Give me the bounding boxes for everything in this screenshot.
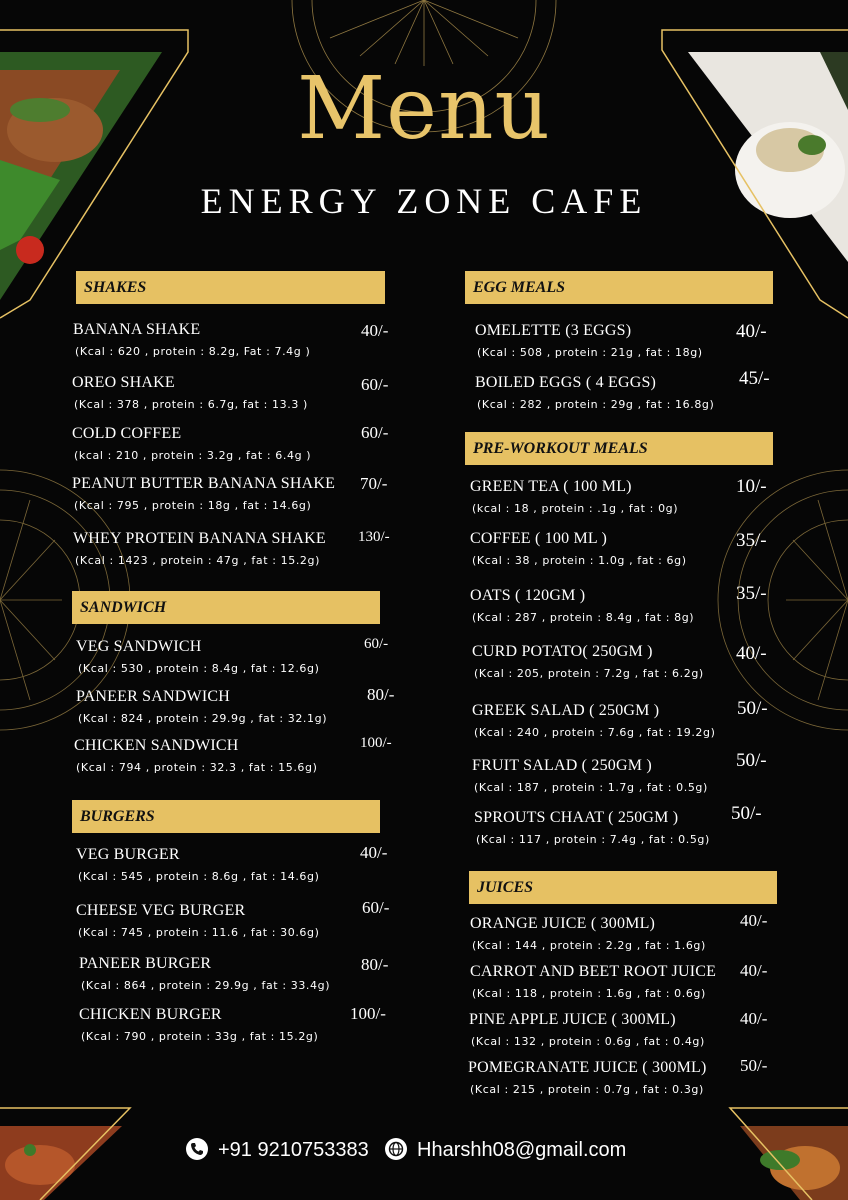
- contact-footer: [0, 1136, 848, 1166]
- item-name: COLD COFFEE: [72, 425, 182, 442]
- item-nutrition: (Kcal : 117 , protein : 7.4g , fat : 0.5g): [476, 833, 710, 846]
- item-price: 40/-: [740, 911, 768, 930]
- page-title: Menu: [297, 59, 551, 159]
- email-address[interactable]: Hharshh08@gmail.com: [417, 1139, 627, 1161]
- item-name: BOILED EGGS ( 4 EGGS): [475, 374, 657, 391]
- cafe-name: ENERGY ZONE CAFE: [200, 181, 648, 221]
- phone-number[interactable]: +91 9210753383: [218, 1139, 369, 1161]
- item-price: 10/-: [736, 476, 767, 497]
- item-nutrition: (Kcal : 378 , protein : 6.7g, fat : 13.3 ): [74, 398, 308, 411]
- item-price: 60/-: [362, 898, 390, 917]
- item-name: CHICKEN BURGER: [79, 1006, 222, 1023]
- item-price: 100/-: [350, 1004, 386, 1023]
- item-nutrition: (Kcal : 530 , protein : 8.4g , fat : 12.6g): [78, 662, 320, 675]
- item-price: 40/-: [736, 321, 767, 342]
- item-price: 70/-: [360, 474, 388, 493]
- item-price: 40/-: [361, 321, 389, 340]
- item-name: PINE APPLE JUICE ( 300ML): [469, 1011, 676, 1028]
- item-nutrition: (Kcal : 620 , protein : 8.2g, Fat : 7.4g ): [75, 345, 311, 358]
- item-nutrition: (Kcal : 205, protein : 7.2g , fat : 6.2g): [474, 667, 704, 680]
- item-nutrition: (Kcal : 794 , protein : 32.3 , fat : 15.6g): [76, 761, 318, 774]
- item-price: 40/-: [736, 643, 767, 664]
- item-name: POMEGRANATE JUICE ( 300ML): [468, 1059, 707, 1076]
- item-name: PEANUT BUTTER BANANA SHAKE: [72, 475, 336, 492]
- item-name: CARROT AND BEET ROOT JUICE: [470, 963, 717, 980]
- item-nutrition: (Kcal : 287 , protein : 8.4g , fat : 8g): [472, 611, 695, 624]
- section-header-pre-workout-meals: PRE-WORKOUT MEALS: [465, 432, 773, 465]
- item-name: WHEY PROTEIN BANANA SHAKE: [73, 530, 326, 547]
- item-name: OATS ( 120GM ): [470, 587, 586, 604]
- item-name: GREEN TEA ( 100 ML): [470, 478, 632, 495]
- item-price: 100/-: [360, 735, 392, 751]
- globe-icon: [385, 1138, 407, 1160]
- item-price: 130/-: [358, 529, 390, 545]
- item-price: 80/-: [367, 685, 395, 704]
- section-header-shakes: SHAKES: [76, 271, 385, 304]
- item-name: OMELETTE (3 EGGS): [475, 322, 632, 339]
- item-nutrition: (Kcal : 864 , protein : 29.9g , fat : 33.4g): [81, 979, 331, 992]
- item-nutrition: (Kcal : 790 , protein : 33g , fat : 15.2g): [81, 1030, 319, 1043]
- item-nutrition: (Kcal : 545 , protein : 8.6g , fat : 14.6g): [78, 870, 320, 883]
- item-name: ORANGE JUICE ( 300ML): [470, 915, 656, 932]
- item-price: 35/-: [736, 530, 767, 551]
- item-nutrition: (Kcal : 144 , protein : 2.2g , fat : 1.6g): [472, 939, 706, 952]
- item-price: 50/-: [737, 698, 768, 719]
- item-price: 60/-: [361, 423, 389, 442]
- item-nutrition: (kcal : 18 , protein : .1g , fat : 0g): [472, 502, 679, 515]
- item-nutrition: (kcal : 210 , protein : 3.2g , fat : 6.4g ): [74, 449, 312, 462]
- item-name: VEG SANDWICH: [76, 638, 202, 655]
- item-price: 40/-: [740, 961, 768, 980]
- item-name: OREO SHAKE: [72, 374, 175, 391]
- item-name: CURD POTATO( 250GM ): [472, 643, 653, 660]
- item-price: 40/-: [360, 843, 388, 862]
- item-nutrition: (Kcal : 38 , protein : 1.0g , fat : 6g): [472, 554, 687, 567]
- item-nutrition: (Kcal : 215 , protein : 0.7g , fat : 0.3g): [470, 1083, 704, 1096]
- item-nutrition: (Kcal : 508 , protein : 21g , fat : 18g): [477, 346, 703, 359]
- item-nutrition: (Kcal : 745 , protein : 11.6 , fat : 30.6g): [78, 926, 320, 939]
- section-header-sandwich: SANDWICH: [72, 591, 380, 624]
- item-name: BANANA SHAKE: [73, 321, 201, 338]
- item-price: 35/-: [736, 583, 767, 604]
- item-name: GREEK SALAD ( 250GM ): [472, 702, 660, 719]
- item-nutrition: (Kcal : 795 , protein : 18g , fat : 14.6g): [74, 499, 312, 512]
- item-nutrition: (Kcal : 132 , protein : 0.6g , fat : 0.4g): [471, 1035, 705, 1048]
- phone-icon: [186, 1138, 208, 1160]
- item-price: 45/-: [739, 368, 770, 389]
- item-nutrition: (Kcal : 187 , protein : 1.7g , fat : 0.5g): [474, 781, 708, 794]
- section-header-burgers: BURGERS: [72, 800, 380, 833]
- item-price: 50/-: [736, 750, 767, 771]
- section-header-egg-meals: EGG MEALS: [465, 271, 773, 304]
- item-name: SPROUTS CHAAT ( 250GM ): [474, 809, 679, 826]
- item-name: CHICKEN SANDWICH: [74, 737, 239, 754]
- item-price: 50/-: [740, 1056, 768, 1075]
- item-name: PANEER SANDWICH: [76, 688, 230, 705]
- item-name: COFFEE ( 100 ML ): [470, 530, 608, 547]
- item-price: 60/-: [364, 636, 389, 652]
- item-name: VEG BURGER: [76, 846, 180, 863]
- item-price: 80/-: [361, 955, 389, 974]
- item-price: 40/-: [740, 1009, 768, 1028]
- item-nutrition: (Kcal : 240 , protein : 7.6g , fat : 19.2g): [474, 726, 716, 739]
- item-name: FRUIT SALAD ( 250GM ): [472, 757, 652, 774]
- item-nutrition: (Kcal : 118 , protein : 1.6g , fat : 0.6g): [472, 987, 706, 1000]
- item-nutrition: (Kcal : 1423 , protein : 47g , fat : 15.2g): [75, 554, 320, 567]
- item-price: 50/-: [731, 803, 762, 824]
- item-name: CHEESE VEG BURGER: [76, 902, 246, 919]
- item-name: PANEER BURGER: [79, 955, 212, 972]
- item-price: 60/-: [361, 375, 389, 394]
- item-nutrition: (Kcal : 824 , protein : 29.9g , fat : 32.1g): [78, 712, 328, 725]
- section-header-juices: JUICES: [469, 871, 777, 904]
- item-nutrition: (Kcal : 282 , protein : 29g , fat : 16.8g): [477, 398, 715, 411]
